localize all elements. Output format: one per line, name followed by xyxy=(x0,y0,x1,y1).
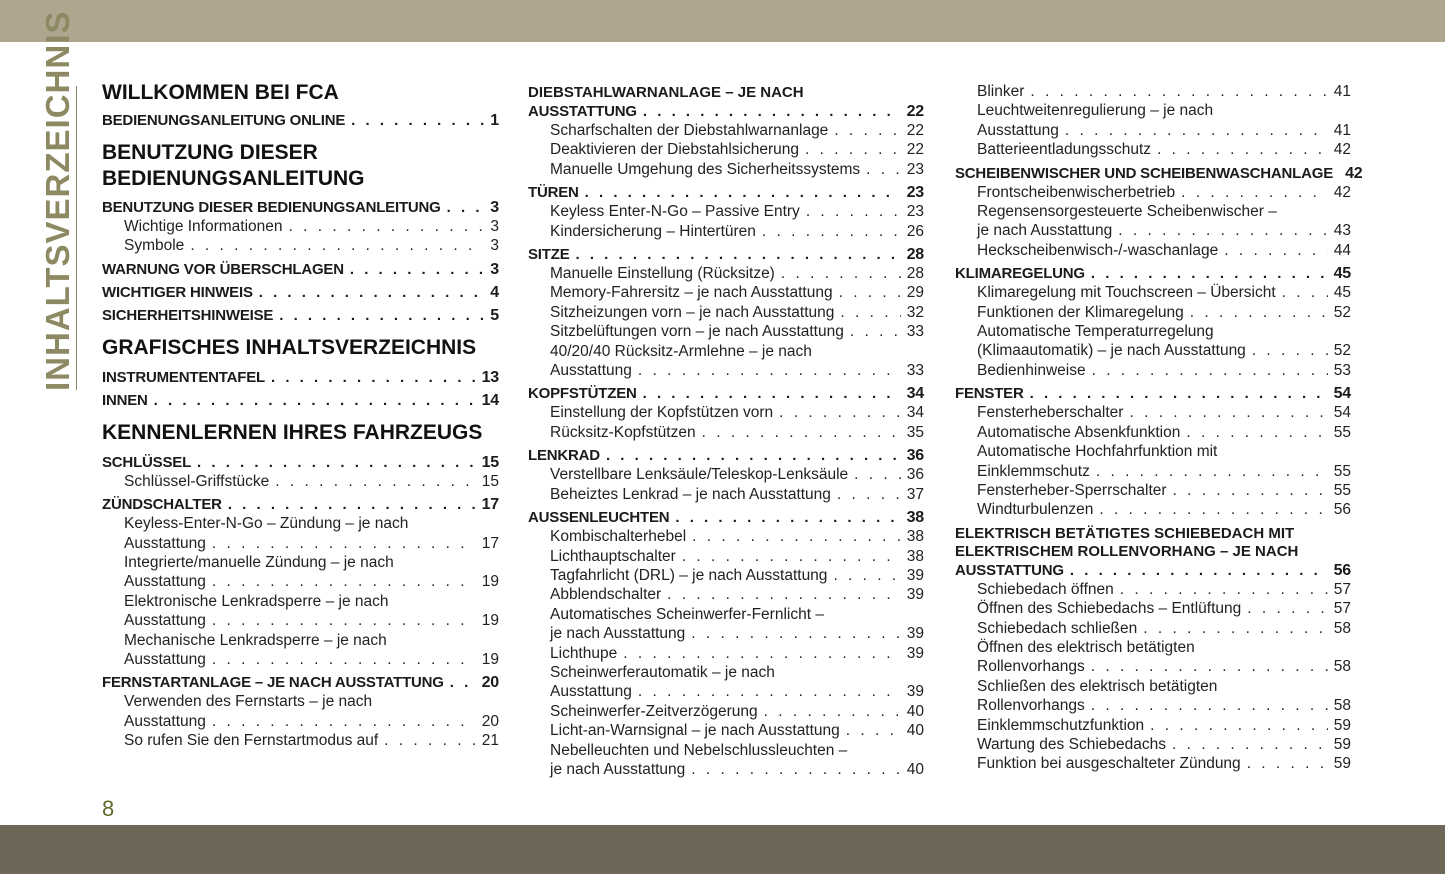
toc-subentry[interactable]: Scharfschalten der Diebstahlwarnanlage . . . 22 xyxy=(528,121,924,140)
toc-entry[interactable]: FENSTER . . . 54 xyxy=(955,384,1351,403)
toc-subentry[interactable]: Wartung des Schiebedachs . . . 59 xyxy=(955,735,1351,754)
toc-entry-line[interactable]: ELEKTRISCH BETÄTIGTES SCHIEBEDACH MIT xyxy=(955,524,1295,542)
toc-subentry[interactable]: Symbole . . . 3 xyxy=(102,236,499,255)
toc-column-2 xyxy=(528,84,924,779)
toc-subentry[interactable]: Fensterheberschalter . . . 54 xyxy=(955,403,1351,422)
toc-subentry[interactable]: So rufen Sie den Fernstartmodus auf . . . 21 xyxy=(102,731,499,750)
toc-subentry[interactable]: Klimaregelung mit Touchscreen – Übersicht . . . 45 xyxy=(955,283,1351,302)
toc-entry[interactable]: INSTRUMENTENTAFEL . . . 13 xyxy=(102,368,499,387)
toc-subentry[interactable]: Bedienhinweise . . . 53 xyxy=(955,361,1351,380)
toc-entry[interactable]: LENKRAD . . . 36 xyxy=(528,446,924,465)
toc-subentry[interactable]: (Klimaautomatik) – je nach Ausstattung . . . 52 xyxy=(955,341,1351,360)
toc-subentry-line[interactable]: Öffnen des elektrisch betätigten xyxy=(977,638,1195,656)
toc-subentry[interactable]: Blinker . . . 41 xyxy=(955,82,1351,101)
toc-subentry[interactable]: Beheiztes Lenkrad – je nach Ausstattung . . . 37 xyxy=(528,485,924,504)
toc-subentry[interactable]: Fensterheber-Sperrschalter . . . 55 xyxy=(955,481,1351,500)
toc-subentry[interactable]: Lichthupe . . . 39 xyxy=(528,644,924,663)
toc-entry[interactable]: TÜREN . . . 23 xyxy=(528,183,924,202)
toc-subentry-line[interactable]: Automatische Temperaturregelung xyxy=(977,323,1214,341)
toc-subentry-line[interactable]: Nebelleuchten und Nebelschlussleuchten – xyxy=(550,741,848,759)
toc-subentry[interactable]: Heckscheibenwisch-/-waschanlage . . . 44 xyxy=(955,241,1351,260)
toc-subentry[interactable]: Öffnen des Schiebedachs – Entlüftung . . . 57 xyxy=(955,599,1351,618)
toc-column-1 xyxy=(102,78,499,751)
toc-subentry[interactable]: Deaktivieren der Diebstahlsicherung . . . 22 xyxy=(528,140,924,159)
side-rule xyxy=(76,86,77,390)
toc-subentry-line[interactable]: Leuchtweitenregulierung – je nach xyxy=(977,102,1214,120)
top-band xyxy=(0,0,1445,42)
toc-subentry[interactable]: Ausstattung . . . 41 xyxy=(955,121,1351,140)
toc-entry[interactable]: WARNUNG VOR ÜBERSCHLAGEN . . . 3 xyxy=(102,260,499,279)
toc-subentry[interactable]: Keyless Enter-N-Go – Passive Entry . . . 23 xyxy=(528,202,924,221)
toc-subentry[interactable]: Rollenvorhangs . . . 58 xyxy=(955,696,1351,715)
chapter-title: BEDIENUNGSANLEITUNG xyxy=(102,167,365,190)
toc-entry[interactable]: BENUTZUNG DIESER BEDIENUNGSANLEITUNG . . . 3 xyxy=(102,198,499,217)
toc-subentry[interactable]: Ausstattung . . . 19 xyxy=(102,611,499,630)
toc-subentry[interactable]: Licht-an-Warnsignal – je nach Ausstattung . . . 40 xyxy=(528,721,924,740)
toc-subentry[interactable]: Kindersicherung – Hintertüren . . . 26 xyxy=(528,222,924,241)
chapter-title: BENUTZUNG DIESER xyxy=(102,141,318,164)
toc-subentry[interactable]: je nach Ausstattung . . . 43 xyxy=(955,221,1351,240)
toc-subentry[interactable]: Ausstattung . . . 33 xyxy=(528,361,924,380)
toc-subentry[interactable]: Ausstattung . . . 17 xyxy=(102,534,499,553)
toc-entry[interactable]: KLIMAREGELUNG . . . 45 xyxy=(955,264,1351,283)
toc-subentry-line[interactable]: Mechanische Lenkradsperre – je nach xyxy=(124,631,387,649)
toc-subentry[interactable]: Ausstattung . . . 19 xyxy=(102,650,499,669)
toc-subentry[interactable]: Abblendschalter . . . 39 xyxy=(528,585,924,604)
toc-subentry-line[interactable]: 40/20/40 Rücksitz-Armlehne – je nach xyxy=(550,342,812,360)
toc-entry[interactable]: AUSSTATTUNG . . . 22 xyxy=(528,102,924,121)
toc-subentry-line[interactable]: Scheinwerferautomatik – je nach xyxy=(550,663,775,681)
toc-subentry[interactable]: Einklemmschutz . . . 55 xyxy=(955,462,1351,481)
toc-entry[interactable]: WICHTIGER HINWEIS . . . 4 xyxy=(102,283,499,302)
toc-subentry-line[interactable]: Keyless-Enter-N-Go – Zündung – je nach xyxy=(124,515,409,533)
side-section-title: INHALTSVERZEICHNIS xyxy=(39,10,76,391)
toc-entry[interactable]: FERNSTARTANLAGE – JE NACH AUSSTATTUNG . . . 20 xyxy=(102,673,499,692)
toc-subentry[interactable]: je nach Ausstattung . . . 40 xyxy=(528,760,924,779)
toc-subentry[interactable]: Ausstattung . . . 20 xyxy=(102,712,499,731)
toc-subentry[interactable]: Lichthauptschalter . . . 38 xyxy=(528,547,924,566)
toc-subentry[interactable]: Einklemmschutzfunktion . . . 59 xyxy=(955,716,1351,735)
toc-subentry[interactable]: Schiebedach öffnen . . . 57 xyxy=(955,580,1351,599)
toc-entry[interactable]: SICHERHEITSHINWEISE . . . 5 xyxy=(102,306,499,325)
toc-entry[interactable]: SCHLÜSSEL . . . 15 xyxy=(102,453,499,472)
toc-subentry[interactable]: Windturbulenzen . . . 56 xyxy=(955,500,1351,519)
toc-subentry-line[interactable]: Regensensorgesteuerte Scheibenwischer – xyxy=(977,203,1277,221)
toc-entry[interactable]: AUSSTATTUNG . . . 56 xyxy=(955,561,1351,580)
toc-subentry[interactable]: Rollenvorhangs . . . 58 xyxy=(955,657,1351,676)
toc-subentry[interactable]: Rücksitz-Kopfstützen . . . 35 xyxy=(528,423,924,442)
toc-subentry[interactable]: Frontscheibenwischerbetrieb . . . 42 xyxy=(955,183,1351,202)
toc-entry-line[interactable]: ELEKTRISCHEM ROLLENVORHANG – JE NACH xyxy=(955,542,1299,560)
toc-subentry[interactable]: Ausstattung . . . 39 xyxy=(528,682,924,701)
toc-subentry[interactable]: Einstellung der Kopfstützen vorn . . . 34 xyxy=(528,403,924,422)
toc-column-3 xyxy=(955,82,1363,774)
toc-subentry[interactable]: Ausstattung . . . 19 xyxy=(102,572,499,591)
toc-entry[interactable]: AUSSENLEUCHTEN . . . 38 xyxy=(528,508,924,527)
toc-subentry[interactable]: Kombischalterhebel . . . 38 xyxy=(528,527,924,546)
toc-subentry[interactable]: Manuelle Umgehung des Sicherheitssystems . . . 23 xyxy=(528,160,924,179)
toc-entry[interactable]: ZÜNDSCHALTER . . . 17 xyxy=(102,495,499,514)
toc-entry[interactable]: SCHEIBENWISCHER UND SCHEIBENWASCHANLAGE 42 xyxy=(955,164,1363,182)
bottom-band xyxy=(0,825,1445,874)
toc-subentry[interactable]: Manuelle Einstellung (Rücksitze) . . . 28 xyxy=(528,264,924,283)
toc-subentry[interactable]: Funktion bei ausgeschalteter Zündung . . . 59 xyxy=(955,754,1351,773)
toc-subentry-line[interactable]: Automatische Hochfahrfunktion mit xyxy=(977,443,1218,461)
toc-entry[interactable]: KOPFSTÜTZEN . . . 34 xyxy=(528,384,924,403)
toc-entry-line[interactable]: DIEBSTAHLWARNANLAGE – JE NACH xyxy=(528,84,804,101)
chapter-title: WILLKOMMEN BEI FCA xyxy=(102,81,339,104)
page-number: 8 xyxy=(102,796,115,821)
toc-subentry[interactable]: Schiebedach schließen . . . 58 xyxy=(955,619,1351,638)
toc-entry[interactable]: BEDIENUNGSANLEITUNG ONLINE . . . 1 xyxy=(102,111,499,130)
toc-subentry[interactable]: Scheinwerfer-Zeitverzögerung . . . 40 xyxy=(528,702,924,721)
toc-subentry[interactable]: Batterieentladungsschutz . . . 42 xyxy=(955,140,1351,159)
toc-subentry-line[interactable]: Schließen des elektrisch betätigten xyxy=(977,677,1218,695)
toc-subentry[interactable]: Schlüssel-Griffstücke . . . 15 xyxy=(102,472,499,491)
toc-subentry[interactable]: Funktionen der Klimaregelung . . . 52 xyxy=(955,303,1351,322)
toc-subentry-line[interactable]: Verwenden des Fernstarts – je nach xyxy=(124,693,373,711)
toc-subentry-line[interactable]: Integrierte/manuelle Zündung – je nach xyxy=(124,554,394,572)
toc-subentry[interactable]: je nach Ausstattung . . . 39 xyxy=(528,624,924,643)
toc-entry[interactable]: SITZE . . . 28 xyxy=(528,245,924,264)
toc-subentry[interactable]: Wichtige Informationen . . . 3 xyxy=(102,217,499,236)
toc-subentry[interactable]: Sitzheizungen vorn – je nach Ausstattung . . . 32 xyxy=(528,303,924,322)
toc-subentry[interactable]: Memory-Fahrersitz – je nach Ausstattung . . . 29 xyxy=(528,283,924,302)
toc-subentry[interactable]: Tagfahrlicht (DRL) – je nach Ausstattung . . . 39 xyxy=(528,566,924,585)
toc-subentry-line[interactable]: Automatisches Scheinwerfer-Fernlicht – xyxy=(550,605,824,623)
toc-entry[interactable]: INNEN . . . 14 xyxy=(102,391,499,410)
toc-subentry[interactable]: Automatische Absenkfunktion . . . 55 xyxy=(955,423,1351,442)
toc-subentry[interactable]: Sitzbelüftungen vorn – je nach Ausstattung . . . 33 xyxy=(528,322,924,341)
chapter-title: KENNENLERNEN IHRES FAHRZEUGS xyxy=(102,420,483,444)
toc-subentry-line[interactable]: Elektronische Lenkradsperre – je nach xyxy=(124,592,389,610)
chapter-title: GRAFISCHES INHALTSVERZEICHNIS xyxy=(102,335,477,359)
toc-subentry[interactable]: Verstellbare Lenksäule/Teleskop-Lenksäule . . . 36 xyxy=(528,465,924,484)
